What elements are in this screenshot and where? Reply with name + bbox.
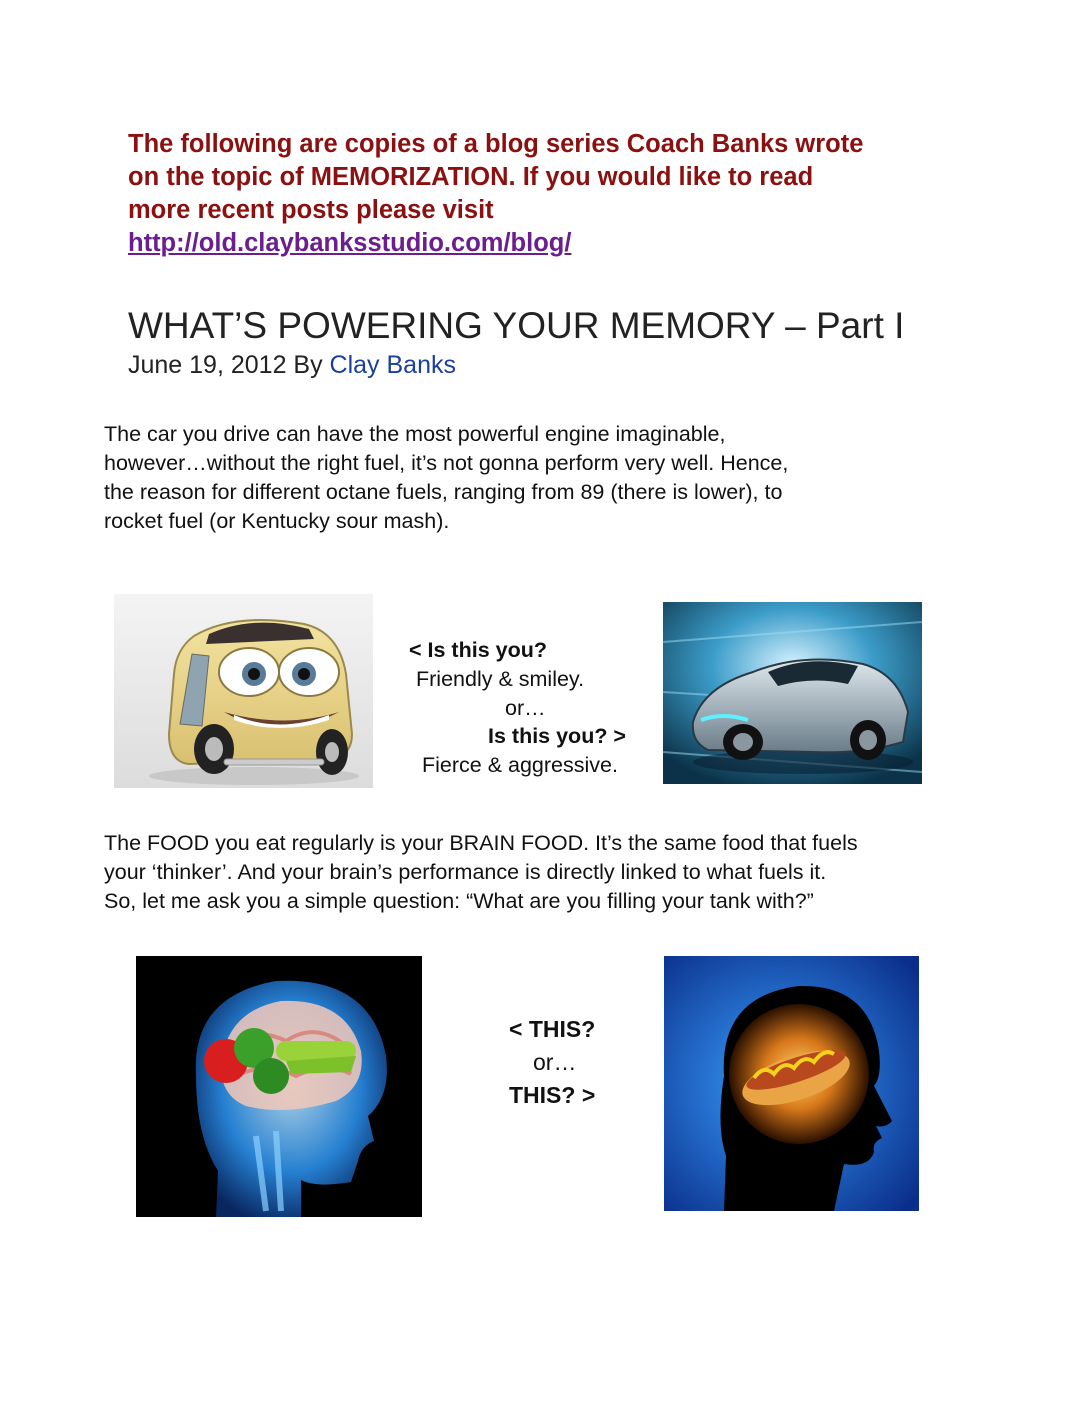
fierce-caption: Fierce & aggressive. [422, 753, 618, 777]
this-right: THIS? > [509, 1082, 596, 1108]
is-this-you-left: < Is this you? [409, 638, 547, 662]
intro-notice [128, 128, 988, 260]
brain-vegetables-image [136, 956, 422, 1217]
post-author-link[interactable]: Clay Banks [329, 351, 456, 379]
intro-line-3: more recent posts please visit [128, 196, 494, 224]
or-text: or… [533, 1049, 577, 1075]
post-date: June 19, 2012 By [128, 351, 323, 379]
paragraph-line: So, let me ask you a simple question: “What are you filling your tank with?” [104, 889, 814, 913]
intro-line-2: on the topic of MEMORIZATION. If you would like to read [128, 163, 814, 191]
or-text: or… [505, 696, 546, 720]
paragraph-line: The FOOD you eat regularly is your BRAIN FOOD. It’s the same food that fuels [104, 831, 858, 855]
friendly-caption: Friendly & smiley. [416, 667, 585, 691]
post-byline [128, 348, 456, 382]
hotdog-head-image [664, 956, 919, 1211]
paragraph-fuel [104, 420, 1004, 536]
paragraph-line: the reason for different octane fuels, ranging from 89 (there is lower), to [104, 480, 783, 504]
paragraph-brain-food [104, 829, 1004, 916]
blog-link[interactable]: http://old.claybanksstudio.com/blog/ [128, 229, 572, 257]
post-title: WHAT’S POWERING YOUR MEMORY – Part I [128, 305, 905, 346]
sports-car-image [663, 602, 922, 784]
cartoon-car-image [114, 594, 373, 788]
paragraph-line: rocket fuel (or Kentucky sour mash). [104, 509, 450, 533]
paragraph-line: however…without the right fuel, it’s not gonna perform very well. Hence, [104, 451, 789, 475]
this-left: < THIS? [509, 1016, 596, 1042]
is-this-you-right: Is this you? > [488, 724, 626, 748]
intro-line-1: The following are copies of a blog series Coach Banks wrote [128, 130, 864, 158]
paragraph-line: your ‘thinker’. And your brain’s performance is directly linked to what fuels it. [104, 860, 827, 884]
paragraph-line: The car you drive can have the most powerful engine imaginable, [104, 422, 726, 446]
